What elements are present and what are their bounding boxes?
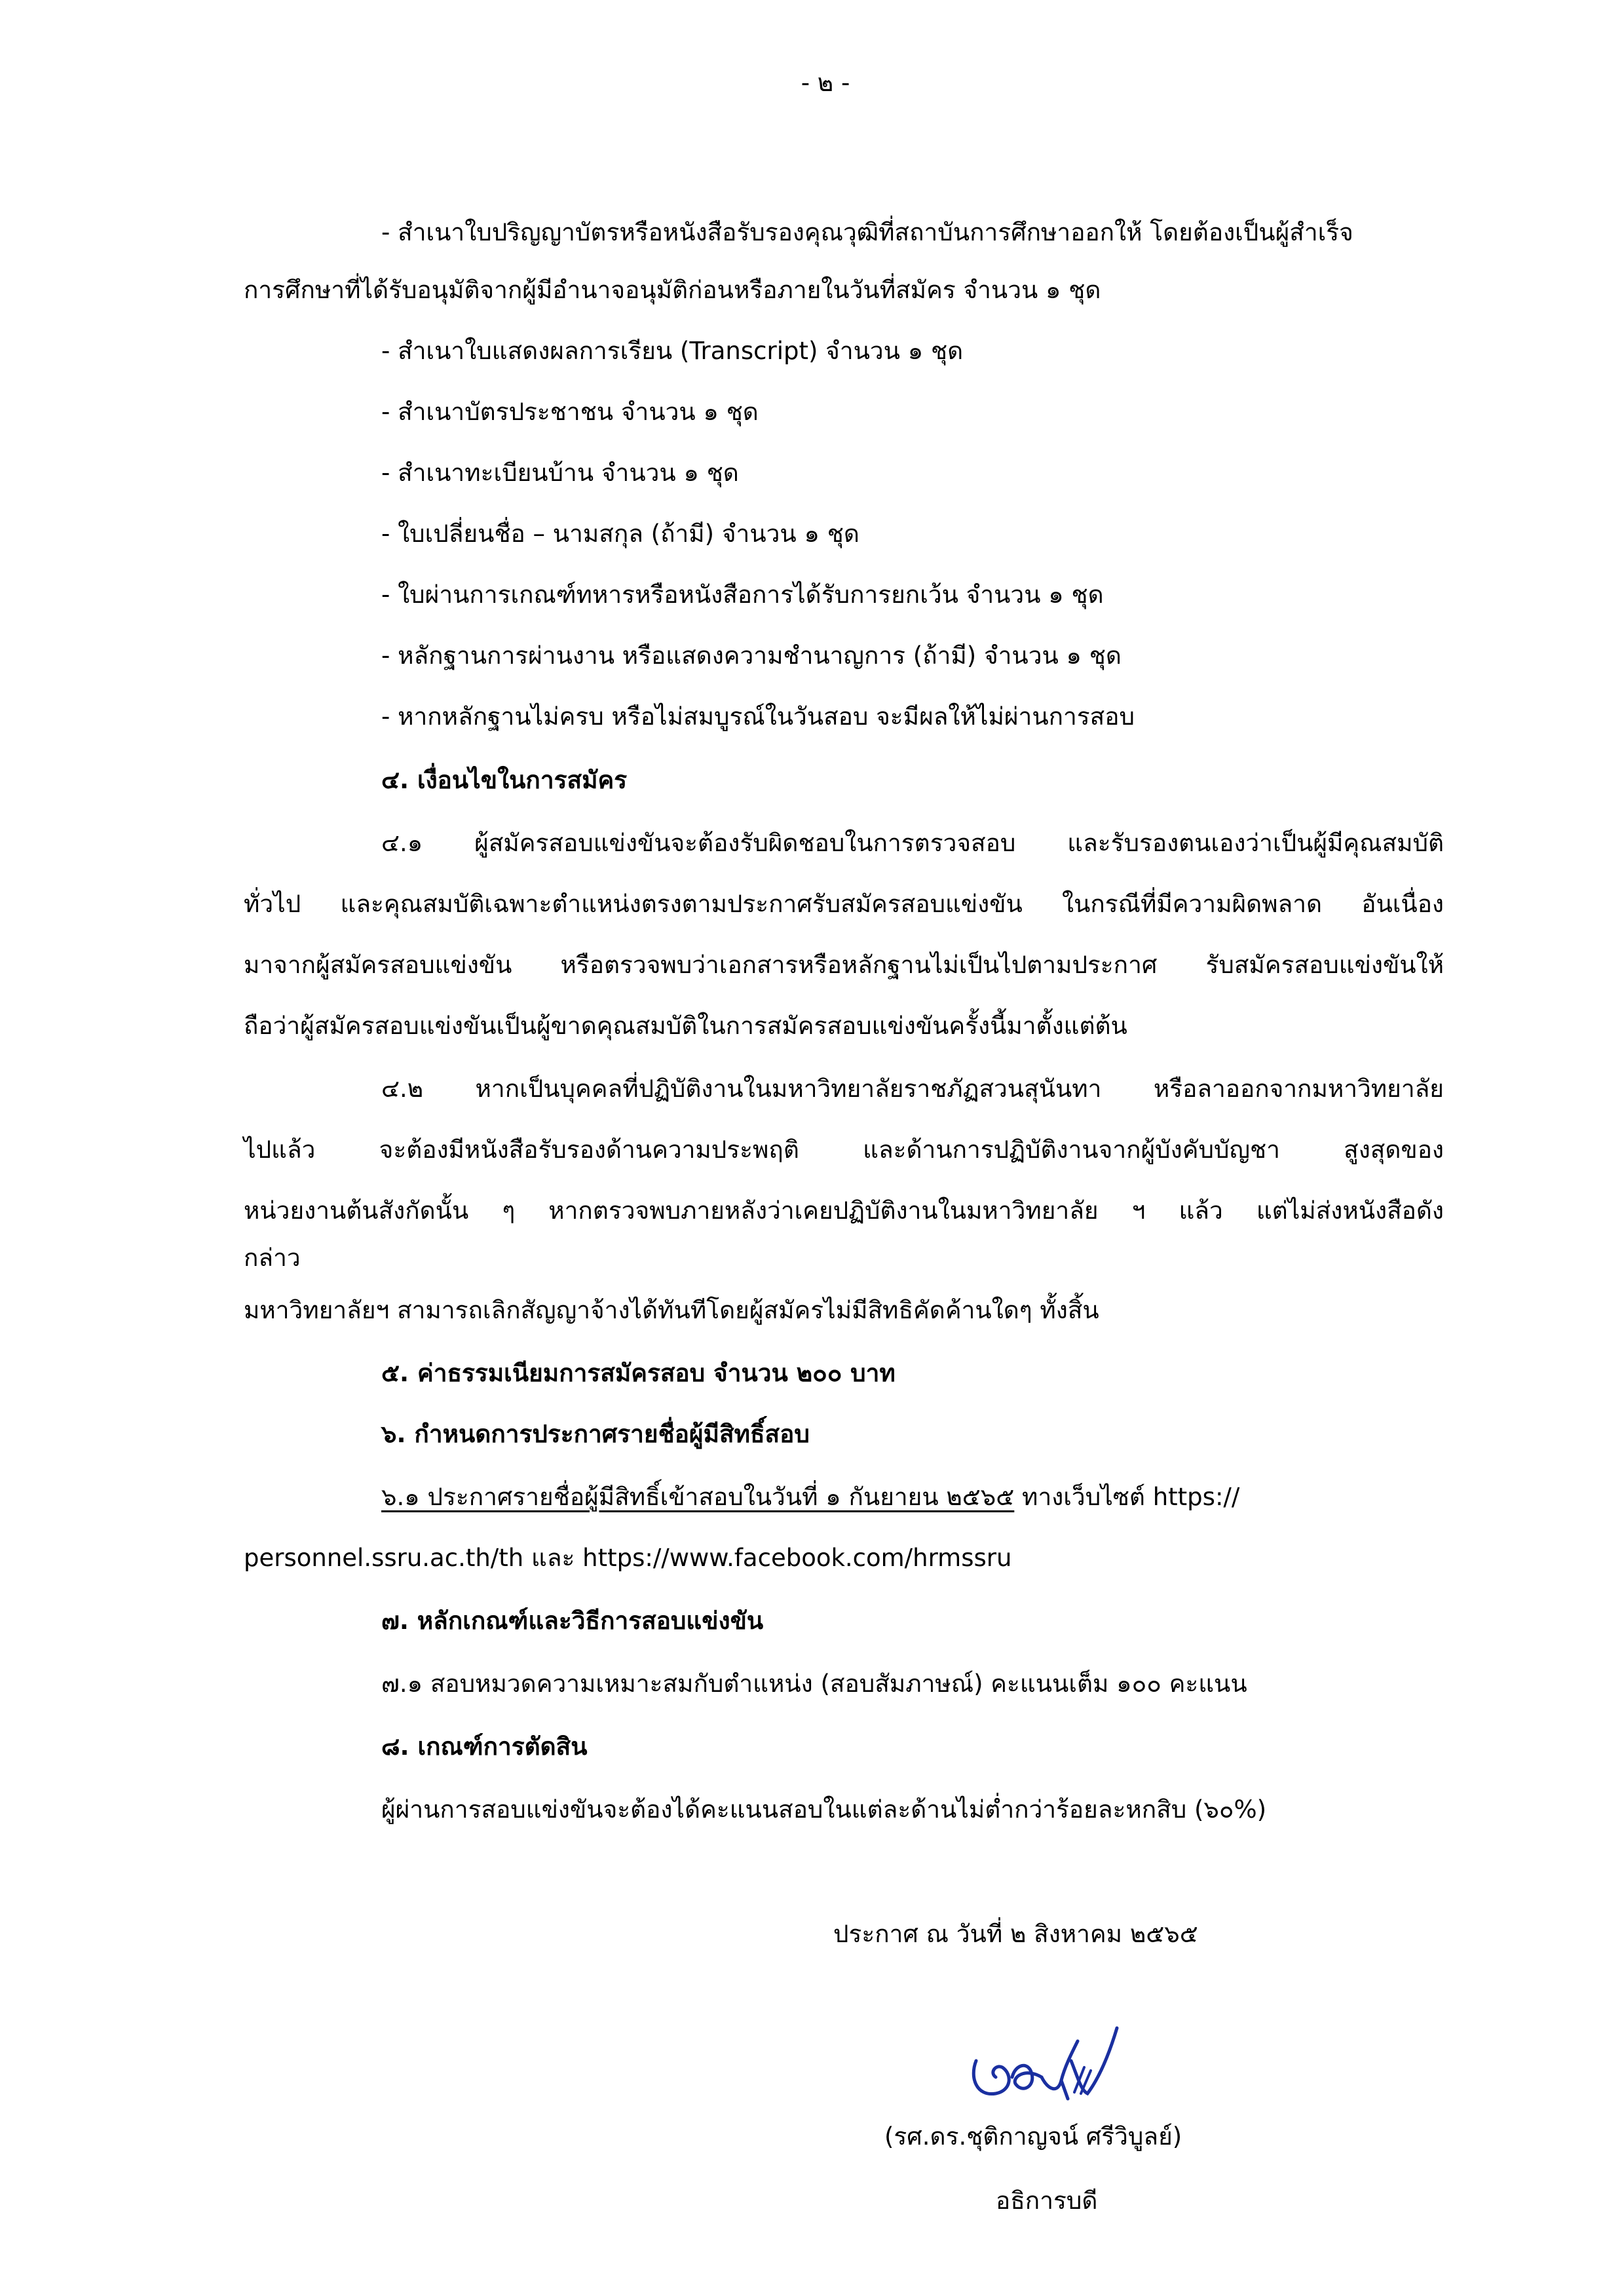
doc-item-transcript: - สำเนาใบแสดงผลการเรียน (Transcript) จำนวน ๑ ชุด xyxy=(381,337,964,365)
doc-item-incomplete-note: - หากหลักฐานไม่ครบ หรือไม่สมบูรณ์ในวันสอบ จะมีผลให้ไม่ผ่านการสอบ xyxy=(381,702,1135,731)
signer-title: อธิการบดี xyxy=(996,2187,1098,2215)
section-6-1-line xyxy=(381,1481,1239,1514)
doc-item-1: - สำเนาใบปริญญาบัตรหรือหนังสือรับรองคุณวุฒิที่สถาบันการศึกษาออกให้ โดยต้องเป็นผู้สำเร็จ xyxy=(381,218,1353,246)
section-4-1-line: ถือว่าผู้สมัครสอบแข่งขันเป็นผู้ขาดคุณสมบัติในการสมัครสอบแข่งขันครั้งนี้มาตั้งแต่ต้น xyxy=(244,1012,1127,1040)
section-6-heading: ๖. กำหนดการประกาศรายชื่อผู้มีสิทธิ์สอบ xyxy=(381,1420,810,1448)
doc-item-experience: - หลักฐานการผ่านงาน หรือแสดงความชำนาญการ (ถ้ามี) จำนวน ๑ ชุด xyxy=(381,641,1122,670)
doc-item-house-registration: - สำเนาทะเบียนบ้าน จำนวน ๑ ชุด xyxy=(381,459,739,487)
signer-name: (รศ.ดร.ชุติกาญจน์ ศรีวิบูลย์) xyxy=(884,2122,1182,2151)
announcement-date: ประกาศ ณ วันที่ ๒ สิงหาคม ๒๕๖๕ xyxy=(833,1920,1198,1948)
doc-item-military: - ใบผ่านการเกณฑ์ทหารหรือหนังสือการได้รับการยกเว้น จำนวน ๑ ชุด xyxy=(381,581,1104,609)
page-number: - ๒ - xyxy=(801,69,850,97)
website-label: ทางเว็บไซต์ https:// xyxy=(1014,1483,1240,1511)
section-4-2-line: มหาวิทยาลัยฯ สามารถเลิกสัญญาจ้างได้ทันทีโดยผู้สมัครไม่มีสิทธิคัดค้านใดๆ ทั้งสิ้น xyxy=(244,1296,1099,1324)
signature-image xyxy=(950,2015,1146,2110)
section-8-text: ผู้ผ่านการสอบแข่งขันจะต้องได้คะแนนสอบในแต่ละด้านไม่ต่ำกว่าร้อยละหกสิบ (๖๐%) xyxy=(381,1795,1267,1824)
doc-item-id-card: - สำเนาบัตรประชาชน จำนวน ๑ ชุด xyxy=(381,398,759,426)
announcement-date-underlined: ๖.๑ ประกาศรายชื่อผู้มีสิทธิ์เข้าสอบในวันที่ ๑ กันยายน ๒๕๖๕ xyxy=(381,1483,1015,1511)
section-4-1-line: ทั่วไป และคุณสมบัติเฉพาะตำแหน่งตรงตามประกาศรับสมัครสอบแข่งขัน ในกรณีที่มีความผิดพลาด อันเนื่อง xyxy=(244,890,1444,918)
section-7-1-line: ๗.๑ สอบหมวดความเหมาะสมกับตำแหน่ง (สอบสัมภาษณ์) คะแนนเต็ม ๑๐๐ คะแนน xyxy=(381,1670,1247,1698)
section-4-2-line: หน่วยงานต้นสังกัดนั้น ๆ หากตรวจพบภายหลังว่าเคยปฏิบัติงานในมหาวิทยาลัย ฯ แล้ว แต่ไม่ส่งหนังสือดัง xyxy=(244,1196,1444,1225)
section-7-heading: ๗. หลักเกณฑ์และวิธีการสอบแข่งขัน xyxy=(381,1607,764,1635)
doc-item-name-change: - ใบเปลี่ยนชื่อ – นามสกุล (ถ้ามี) จำนวน ๑ ชุด xyxy=(381,520,859,548)
section-4-heading: ๔. เงื่อนไขในการสมัคร xyxy=(381,766,628,794)
section-4-2-line: ๔.๒ หากเป็นบุคคลที่ปฏิบัติงานในมหาวิทยาลัยราชภัฏสวนสุนันทา หรือลาออกจากมหาวิทยาลัย xyxy=(381,1075,1444,1103)
section-6-1-urls: personnel.ssru.ac.th/th และ https://www.facebook.com/hrmssru xyxy=(244,1544,1012,1572)
doc-item-1-cont: การศึกษาที่ได้รับอนุมัติจากผู้มีอำนาจอนุมัติก่อนหรือภายในวันที่สมัคร จำนวน ๑ ชุด xyxy=(244,276,1101,304)
section-4-1-line: ๔.๑ ผู้สมัครสอบแข่งขันจะต้องรับผิดชอบในการตรวจสอบ และรับรองตนเองว่าเป็นผู้มีคุณสมบัติ xyxy=(381,829,1444,857)
section-4-2-line: กล่าว xyxy=(244,1244,301,1272)
section-8-heading: ๘. เกณฑ์การตัดสิน xyxy=(381,1732,588,1761)
section-4-2-line: ไปแล้ว จะต้องมีหนังสือรับรองด้านความประพฤติ และด้านการปฏิบัติงานจากผู้บังคับบัญชา สูงสุดของ xyxy=(244,1136,1444,1164)
section-4-1-line: มาจากผู้สมัครสอบแข่งขัน หรือตรวจพบว่าเอกสารหรือหลักฐานไม่เป็นไปตามประกาศ รับสมัครสอบแข่งขันให้ xyxy=(244,951,1444,979)
section-5-heading: ๕. ค่าธรรมเนียมการสมัครสอบ จำนวน ๒๐๐ บาท xyxy=(381,1359,896,1387)
